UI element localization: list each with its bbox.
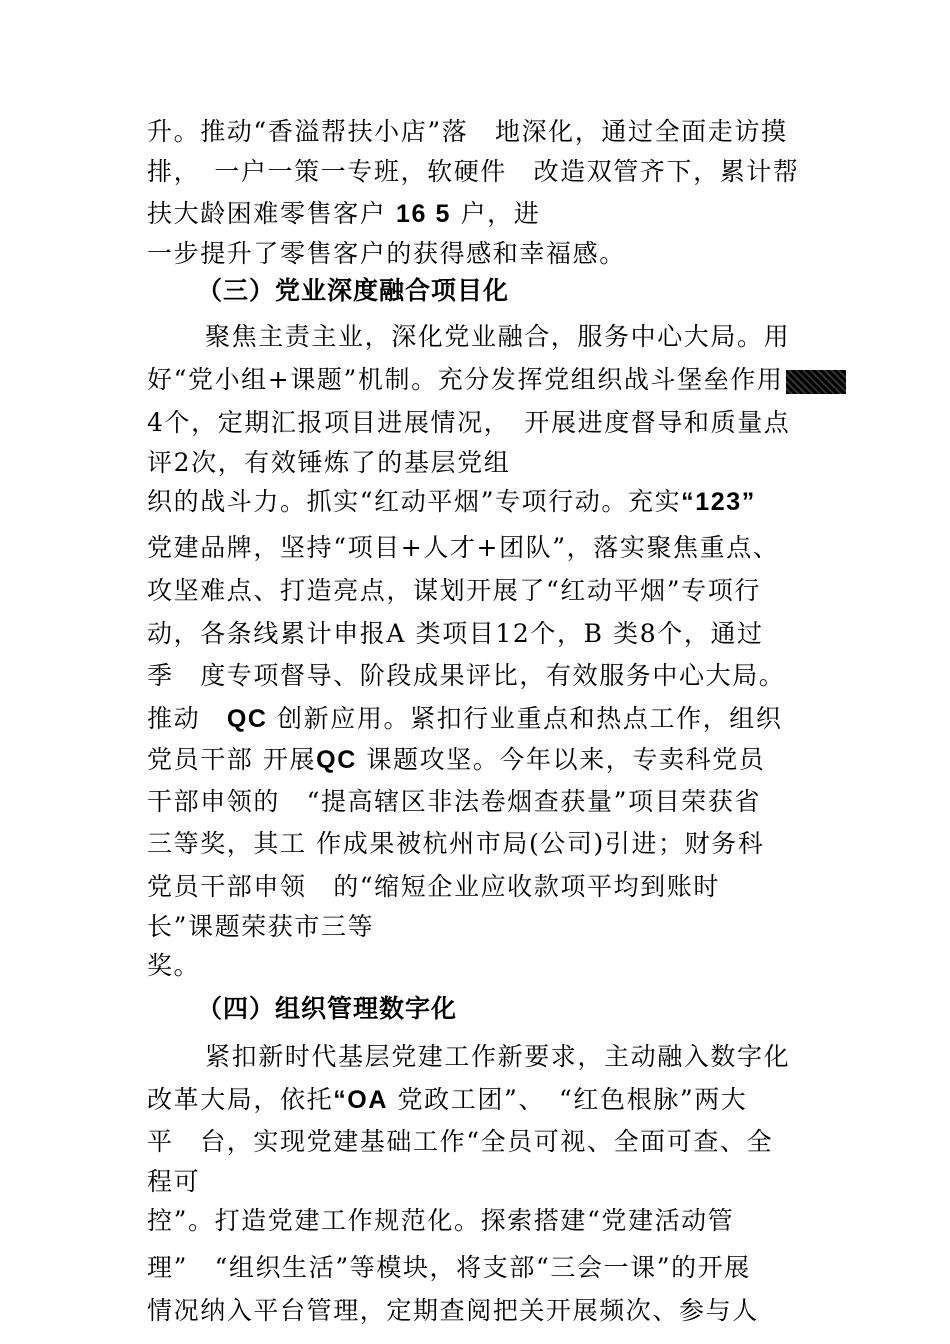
text-line: 情况纳入平台管理，定期查阅把关开展频次、参与人	[147, 1296, 759, 1325]
text-segment: 好“党小组+课题”机制。充分发挥党组织战斗堡垒作用	[147, 365, 784, 394]
text-line: 党建品牌，坚持“项目+人才+团队”，落实聚焦重点、	[147, 533, 780, 562]
section-heading: （三）党业深度融合项目化	[197, 276, 510, 305]
text-line	[147, 199, 540, 229]
text-line: 季 度专项督导、阶段成果评比，有效服务中心大局。	[147, 661, 786, 690]
text-line: 攻坚难点、打造亮点，谋划开展了“红动平烟”专项行	[147, 576, 761, 605]
text-segment: 推动	[147, 704, 227, 733]
redaction-mark	[786, 370, 846, 394]
text-segment: 党政工团”、 “红色根脉”两大	[388, 1085, 748, 1114]
qc-label: QC	[226, 705, 268, 733]
text-line	[147, 704, 782, 734]
text-line: 程可	[147, 1167, 201, 1196]
text-line: 动，各条线累计申报A 类项目12个，B 类8个，通过	[147, 619, 764, 648]
text-segment: 创新应用。紧扣行业重点和热点工作，组织	[267, 704, 783, 733]
qc-label: QC	[316, 746, 357, 774]
text-line: 4个，定期汇报项目进展情况， 开展进度督导和质量点	[147, 408, 791, 437]
text-line: 奖。	[147, 951, 201, 980]
text-segment: 扶大龄困难零售客户	[147, 199, 387, 228]
text-line: 排， 一户一策一专班，软硬件 改造双管齐下，累计帮	[147, 157, 800, 186]
text-segment: 课题攻坚。今年以来，专卖科党员	[356, 745, 766, 774]
text-segment: 户，进	[451, 199, 541, 228]
text-segment: 织的战斗力。抓实“红动平烟”专项行动。充实	[147, 487, 682, 516]
text-segment: 党员干部 开展	[147, 745, 317, 774]
text-segment: 改革大局，依托	[147, 1085, 334, 1114]
text-line: 党员干部申领 的“缩短企业应收款项平均到账时	[147, 872, 720, 901]
count-value: 16 5	[395, 200, 452, 228]
text-line: 三等奖，其工 作成果被杭州市局(公司)引进；财务科	[147, 829, 765, 858]
text-line: 长”课题荣获市三等	[147, 912, 375, 941]
oa-label: “OA	[333, 1086, 389, 1114]
text-line	[147, 1085, 747, 1115]
text-line: 评2次，有效锤炼了的基层党组	[147, 448, 511, 477]
text-line: 控”。打造党建工作规范化。探索搭建“党建活动管	[147, 1206, 735, 1235]
text-line	[147, 487, 756, 517]
text-line	[147, 365, 846, 395]
text-line: 升。推动“香溢帮扶小店”落 地深化，通过全面走访摸	[147, 117, 788, 146]
text-line	[147, 745, 765, 775]
text-line: 一步提升了零售客户的获得感和幸福感。	[147, 239, 626, 268]
section-heading: （四）组织管理数字化	[197, 994, 458, 1023]
text-line: 平 台，实现党建基础工作“全员可视、全面可查、全	[147, 1127, 774, 1156]
text-line: 聚焦主责主业，深化党业融合，服务中心大局。用	[205, 322, 791, 351]
text-line: 紧扣新时代基层党建工作新要求，主动融入数字化	[205, 1042, 791, 1071]
brand-number: “123”	[681, 488, 756, 516]
text-line: 理” “组织生活”等模块，将支部“三会一课”的开展	[147, 1253, 751, 1282]
text-line: 干部申领的 “提高辖区非法卷烟查获量”项目荣获省	[147, 787, 761, 816]
